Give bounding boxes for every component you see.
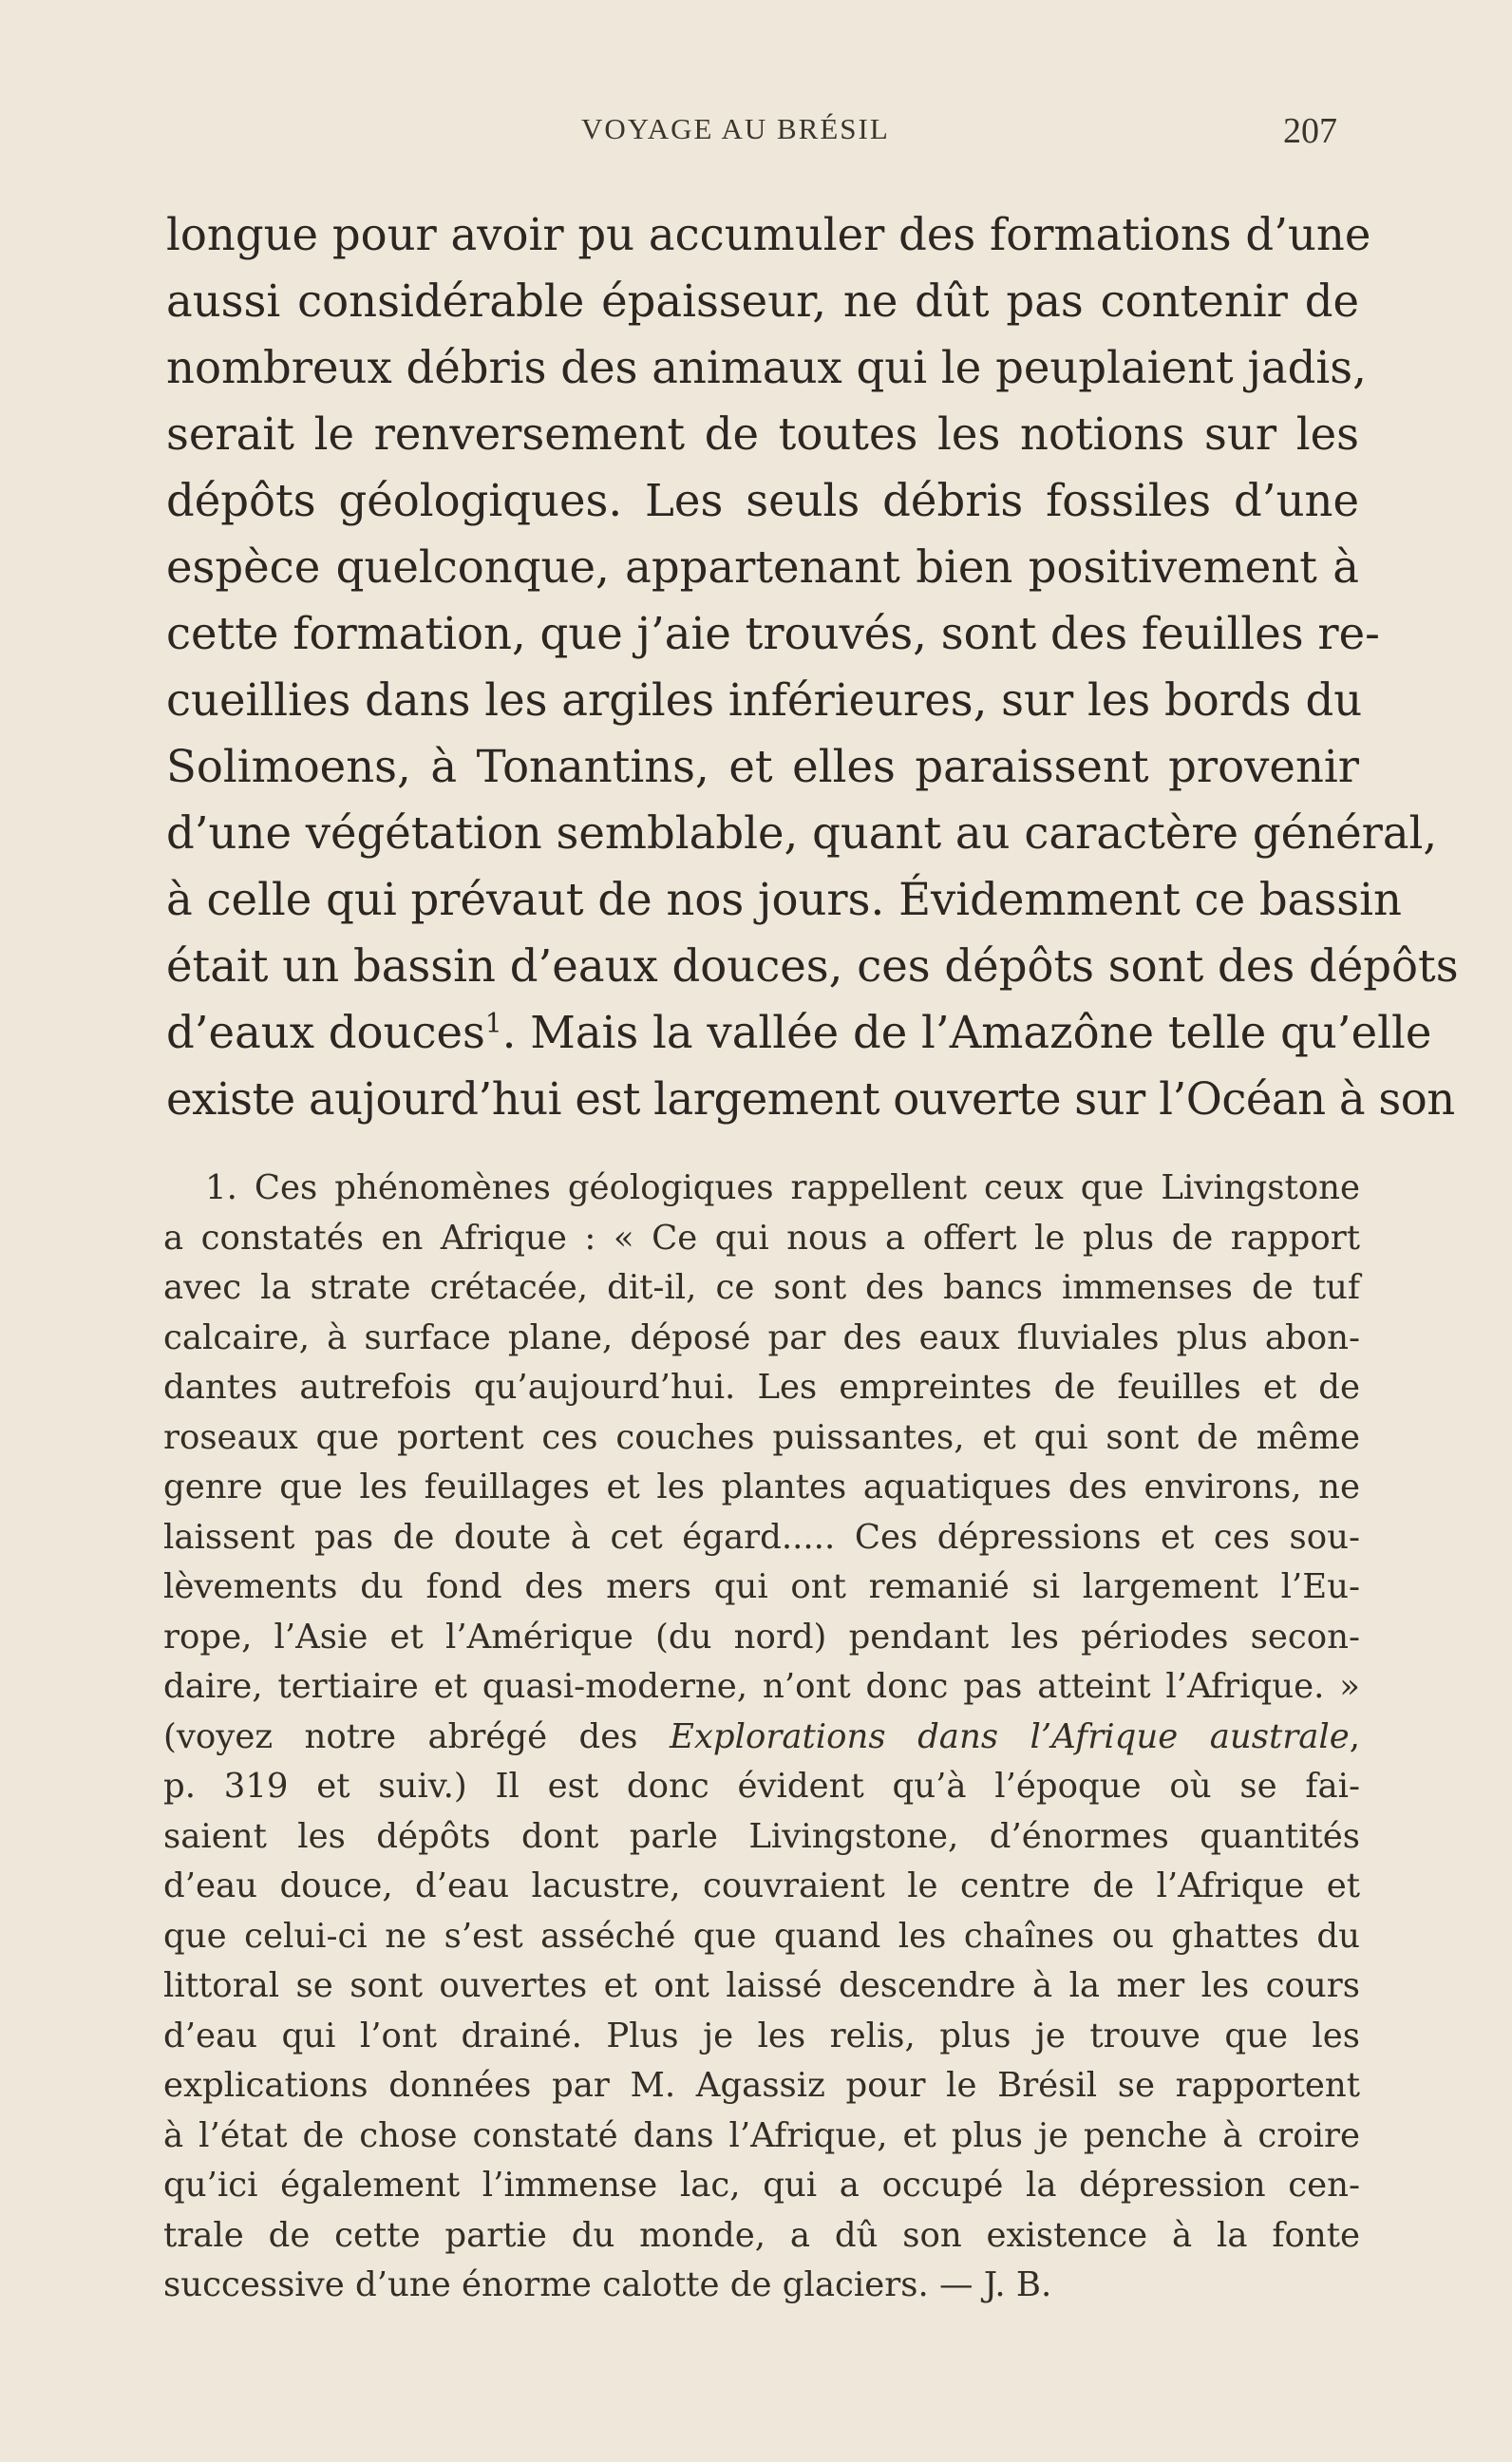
text-line-with-footnote-ref [166,999,1432,1066]
text-fragment: , [1349,1716,1361,1756]
text-line: cette formation, que j’aie trouvés, sont des feuilles re- [166,608,1380,659]
footnote-line: explications données par M. Agassiz pour le Brésil se rapportent [163,2066,1360,2105]
footnote-line: dantes autrefois qu’aujourd’hui. Les empreintes de feuilles et de [163,1368,1360,1407]
footnote-line: d’eau qui l’ont drainé. Plus je les relis, plus je trouve que les [163,2016,1360,2055]
footnote-line-with-title [163,1713,1360,1763]
footnote-line: à l’état de chose constaté dans l’Afrique, et plus je penche à croire [163,2115,1360,2155]
text-line: existe aujourd’hui est largement ouverte sur l’Océan à son [166,1073,1455,1125]
text-line: espèce quelconque, appartenant bien positivement à [166,541,1359,593]
footnote-line: p. 319 et suiv.) Il est donc évident qu’à l’époque où se fai- [163,1767,1360,1806]
footnote-line: littoral se sont ouvertes et ont laissé descendre à la mer les cours [163,1966,1360,2005]
text-line: cueillies dans les argiles inférieures, sur les bords du [166,674,1363,726]
footnote-line: qu’ici également l’immense lac, qui a occupé la dépression cen- [163,2166,1360,2205]
footnote-line: successive d’une énorme calotte de glaciers. — J. B. [163,2265,1052,2304]
footnote-line: d’eau douce, d’eau lacustre, couvraient le centre de l’Afrique et [163,1866,1360,1905]
text-fragment: . Mais la vallée de l’Amazône telle qu’elle [501,1007,1432,1058]
footnote-line: daire, tertiaire et quasi-moderne, n’ont donc pas atteint l’Afrique. » [163,1667,1360,1706]
footnote-line: 1. Ces phénomènes géologiques rappellent ceux que Livingstone [205,1168,1360,1207]
footnote-line: calcaire, à surface plane, déposé par des eaux fluviales plus abon- [163,1317,1360,1357]
footnote-line: lèvements du fond des mers qui ont remanié si largement l’Eu- [163,1567,1360,1606]
footnote-line: roseaux que portent ces couches puissantes, et qui sont de même [163,1417,1360,1457]
footnote-line: rope, l’Asie et l’Amérique (du nord) pendant les périodes secon- [163,1617,1360,1657]
text-line: serait le renversement de toutes les notions sur les [166,408,1359,460]
footnote-line: a constatés en Afrique : « Ce qui nous a offert le plus de rapport [163,1218,1360,1258]
footnote-line: que celui-ci ne s’est asséché que quand les chaînes ou ghattes du [163,1916,1360,1956]
footnote-reference[interactable]: 1 [484,1007,502,1039]
running-title: VOYAGE AU BRÉSIL [581,112,890,145]
text-fragment: (voyez notre abrégé des [163,1716,670,1756]
main-text [166,201,1459,1132]
text-fragment: d’eaux douces [166,1007,485,1058]
footnote [163,1164,1360,2311]
footnote-line: avec la strate crétacée, dit-il, ce sont des bancs immenses de tuf [163,1268,1360,1307]
text-line: était un bassin d’eaux douces, ces dépôts sont des dépôts [166,940,1459,992]
text-line: d’une végétation semblable, quant au caractère général, [166,807,1438,859]
page-number: 207 [1283,111,1337,151]
text-line: nombreux débris des animaux qui le peuplaient jadis, [166,342,1367,393]
footnote-line: saient les dépôts dont parle Livingstone, d’énormes quantités [163,1816,1360,1856]
text-line: dépôts géologiques. Les seuls débris fossiles d’une [166,475,1359,526]
text-line: aussi considérable épaisseur, ne dût pas contenir de [166,275,1359,327]
running-head [0,112,1512,160]
text-line: Solimoens, à Tonantins, et elles paraissent provenir [166,741,1359,792]
footnote-line: laissent pas de doute à cet égard..... Ces dépressions et ces sou- [163,1517,1360,1557]
footnote-line: trale de cette partie du monde, a dû son existence à la fonte [163,2215,1360,2255]
text-line: à celle qui prévaut de nos jours. Évidemment ce bassin [166,874,1402,925]
footnote-line: genre que les feuillages et les plantes aquatiques des environs, ne [163,1468,1360,1506]
book-title: Explorations dans l’Afrique australe [670,1716,1350,1756]
text-line: longue pour avoir pu accumuler des formations d’une [166,209,1371,260]
